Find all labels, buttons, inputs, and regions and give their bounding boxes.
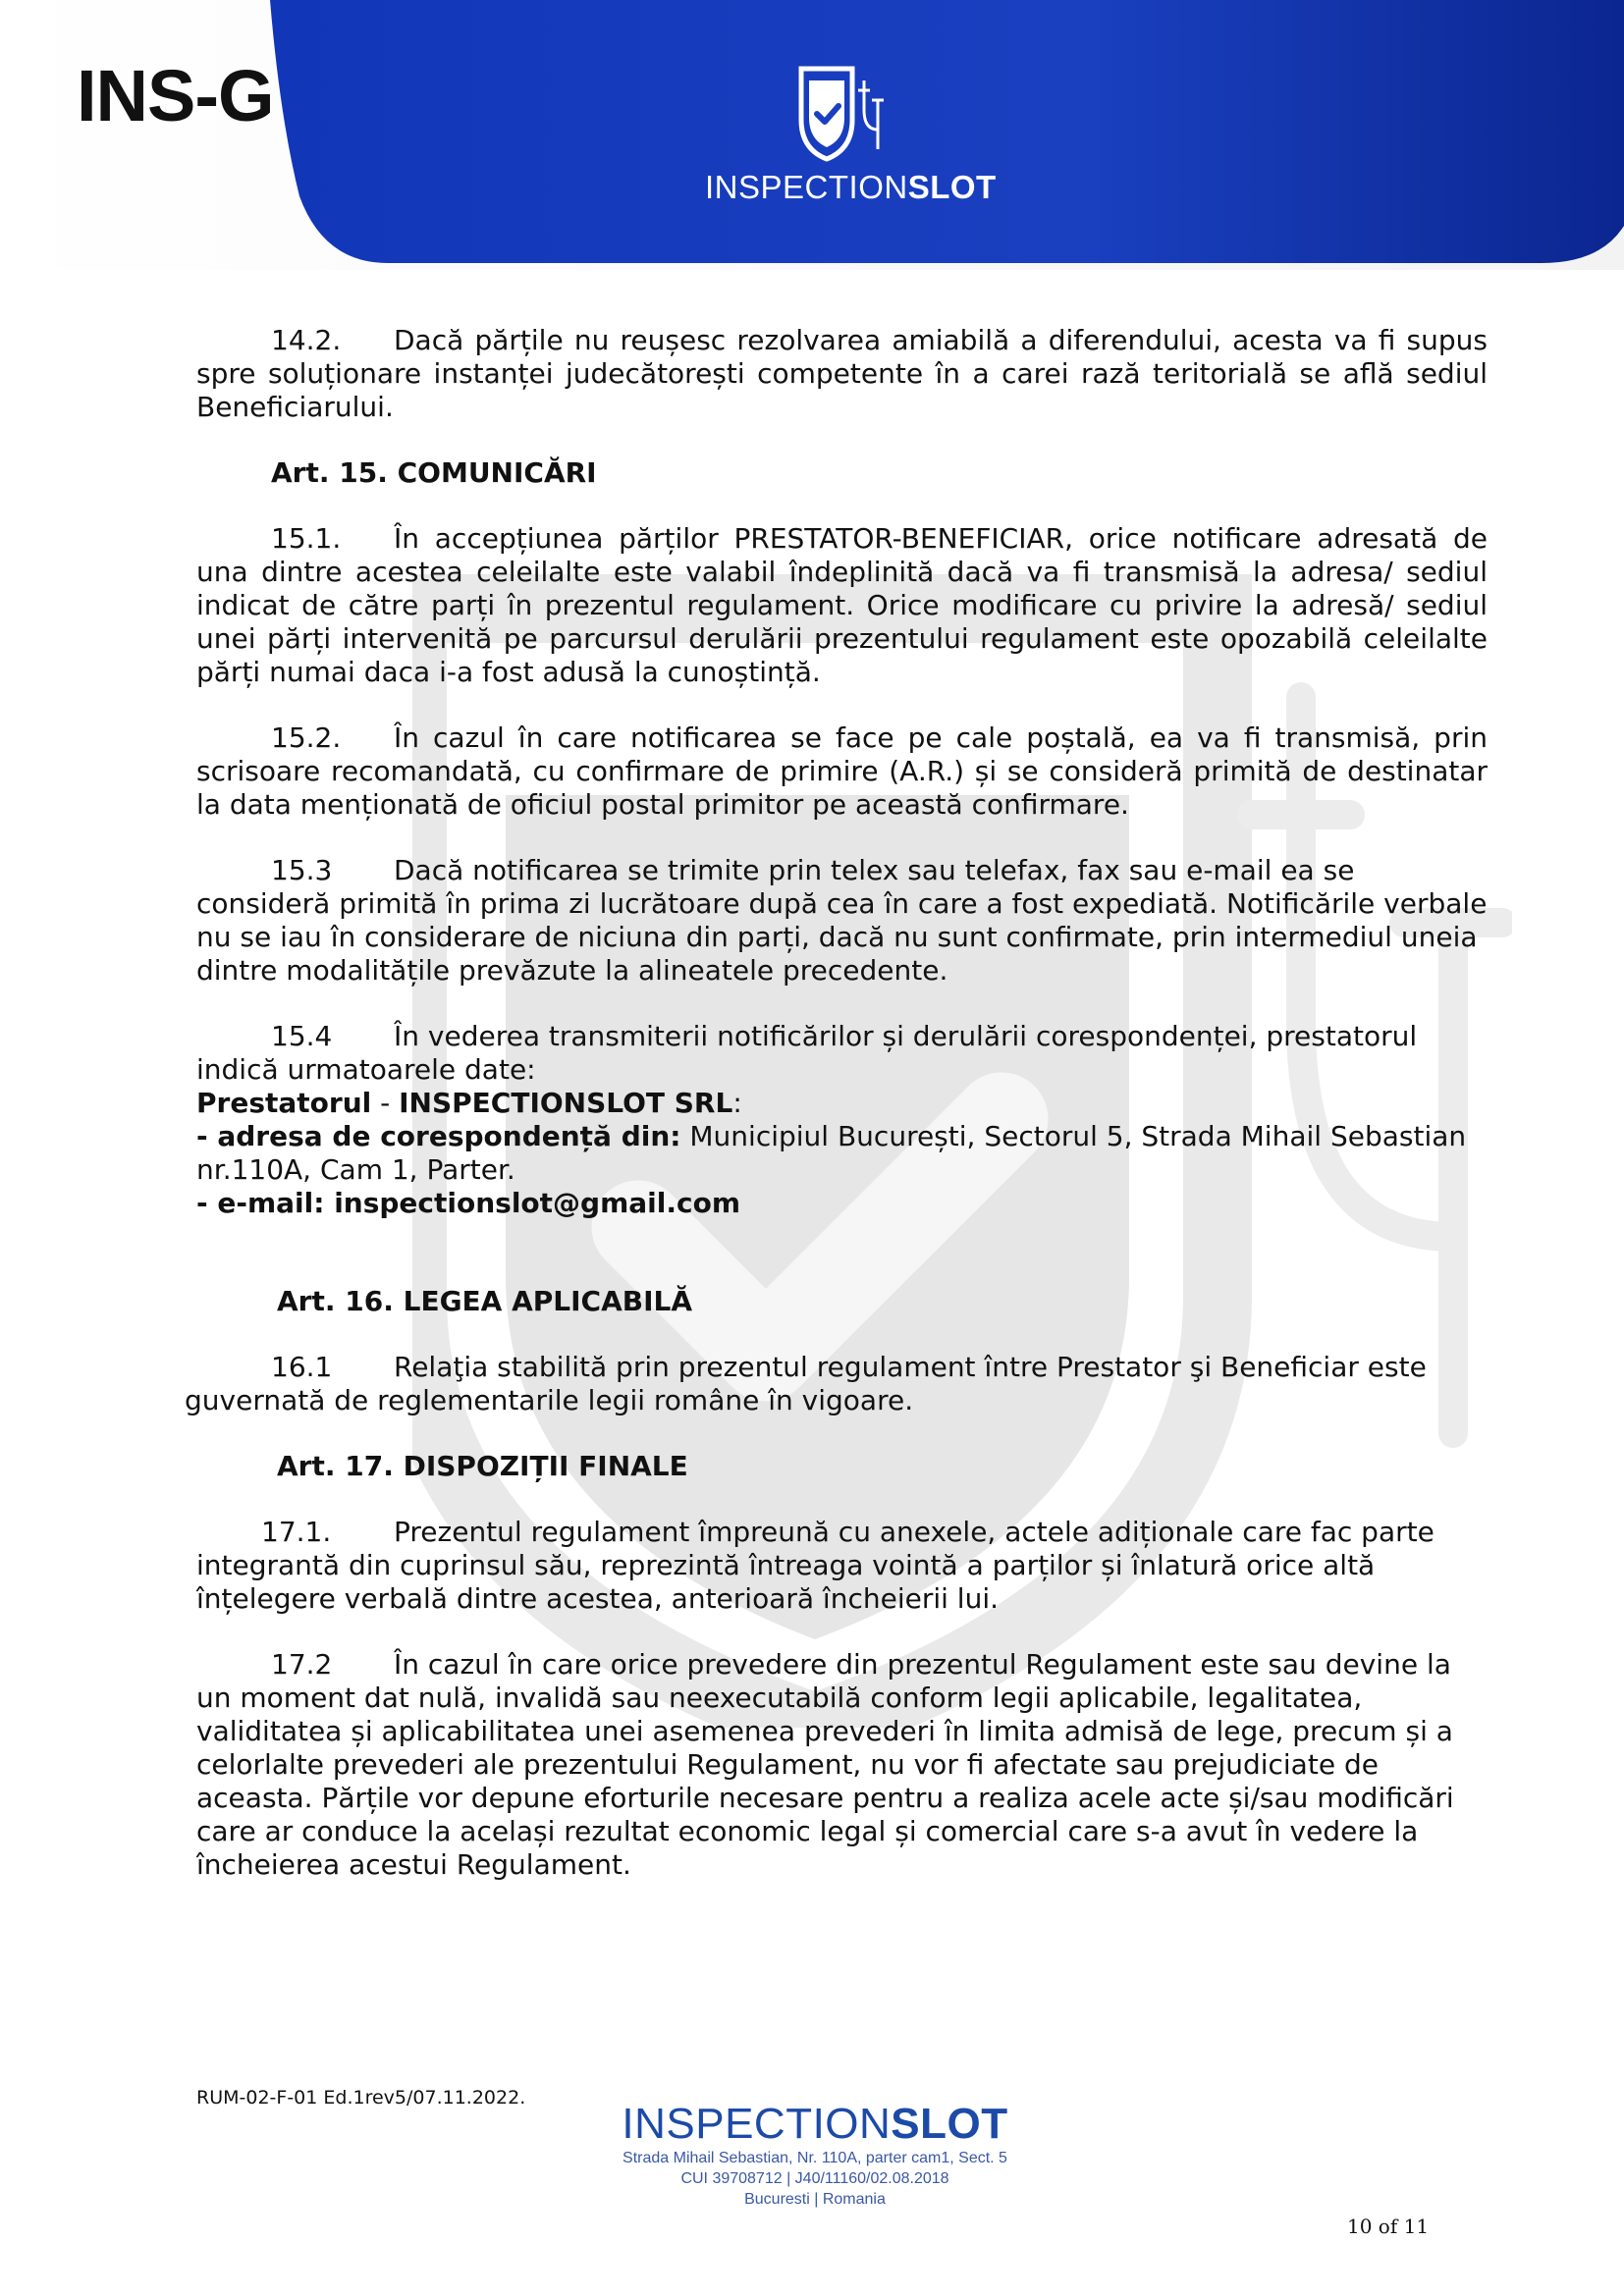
- clause-number: 15.3: [271, 854, 333, 886]
- footer-brand-block: [609, 2101, 1021, 2210]
- page-number: 10 of 11: [1347, 2215, 1430, 2238]
- clause-text: Dacă părțile nu reușesc rezolvarea amiabilă a diferendului, acesta va fi supus spre soluționare instanței judecătorești competente în a carei rază teritorială se află sediul Beneficiarului.: [196, 324, 1488, 423]
- provider-separator: -: [371, 1087, 400, 1119]
- shield-check-icon: [793, 61, 892, 164]
- provider-name: INSPECTIONSLOT SRL: [399, 1087, 733, 1119]
- clause-text: În cazul în care orice prevedere din prezentul Regulament este sau devine la un moment dat nulă, invalidă sau neexecutabilă conform legii aplicabile, legalitatea, validitatea și aplicabilitatea unei asemenea prevederi în limita admisă de lege, precum și a celorlalte prevederi ale prezentului Regulament, nu vor fi afectate sau prejudiciate de aceasta. Părțile vor depune eforturile necesare pentru a realiza acele acte și/sau modificări care ar conduce la același rezultat economic legal și comercial care s-a avut în vedere la încheierea acestui Regulament.: [196, 1648, 1454, 1881]
- clause-17-1: [196, 1516, 1488, 1616]
- email-line: - e-mail: inspectionslot@gmail.com: [196, 1187, 741, 1219]
- clause-number: 14.2.: [271, 324, 342, 356]
- clause-16-1: [185, 1351, 1488, 1417]
- clause-15-3: [196, 854, 1488, 988]
- clause-17-2: [196, 1648, 1488, 1882]
- clause-15-4: [196, 1020, 1488, 1087]
- clause-14-2: [196, 324, 1488, 424]
- address-line: [196, 1120, 1488, 1187]
- address-value: Municipiul București, Sectorul 5, Strada Mihail Sebastian nr.110A, Cam 1, Parter.: [196, 1120, 1467, 1186]
- article-16-heading: Art. 16. LEGEA APLICABILĂ: [277, 1285, 693, 1317]
- address-label: - adresa de corespondență din:: [196, 1120, 681, 1152]
- clause-15-1: [196, 522, 1488, 689]
- clause-number: 15.2.: [271, 721, 342, 754]
- clause-number: 17.2: [271, 1648, 333, 1681]
- provider-label: Prestatorul: [196, 1087, 372, 1119]
- article-17-heading: Art. 17. DISPOZIȚII FINALE: [277, 1450, 688, 1482]
- document-body: [185, 324, 1488, 1882]
- clause-text: Dacă notificarea se trimite prin telex sau telefax, fax sau e-mail ea se consideră primită în prima zi lucrătoare după cea în care a fost expediată. Notificările verbale nu se iau în considerare de niciuna din parți, dacă nu sunt confirmate, prin intermediul uneia dintre modalitățile prevăzute la alineatele precedente.: [196, 854, 1488, 987]
- clause-text: În accepțiunea părților PRESTATOR-BENEFICIAR, orice notificare adresată de una dintre acestea celeilalte este valabil îndeplinită dacă va fi transmisă la adresa/ sediul indicat de către parți în prezentul regulament. Orice modificare cu privire la adresă/ sediul unei părți intervenită pe parcursul derulării prezentului regulament este opozabilă celeilalte părți numai daca i-a fost adusă la cunoștință.: [196, 522, 1488, 688]
- clause-text: În cazul în care notificarea se face pe cale poștală, ea va fi transmisă, prin scrisoare recomandată, cu confirmare de primire (A.R.) și se consideră primită de destinatar la data menționată de oficiul postal primitor pe această confirmare.: [196, 721, 1488, 821]
- clause-number: 15.4: [271, 1020, 333, 1052]
- ins-g-logo: INS-G: [77, 55, 274, 136]
- footer-city: Bucuresti | Romania: [744, 2191, 886, 2208]
- document-code: RUM-02-F-01 Ed.1rev5/07.11.2022.: [196, 2087, 526, 2109]
- footer-address: Strada Mihail Sebastian, Nr. 110A, parter cam1, Sect. 5: [623, 2150, 1007, 2166]
- clause-15-2: [196, 721, 1488, 822]
- clause-number: 15.1.: [271, 522, 342, 555]
- header-brand-name: INSPECTIONSLOT: [705, 169, 997, 205]
- footer-brand-name: INSPECTIONSLOT: [622, 2100, 1008, 2148]
- clause-text: În vederea transmiterii notificărilor și derulării corespondenței, prestatorul indică urmatoarele date:: [196, 1020, 1418, 1086]
- footer-registry: CUI 39708712 | J40/11160/02.08.2018: [680, 2170, 949, 2187]
- provider-line: [196, 1087, 1488, 1120]
- clause-text: Relaţia stabilită prin prezentul regulament între Prestator şi Beneficiar este guvernată de reglementarile legii române în vigoare.: [185, 1351, 1427, 1416]
- clause-number: 16.1: [271, 1351, 333, 1383]
- clause-text: Prezentul regulament împreună cu anexele, actele adiționale care fac parte integrantă din cuprinsul său, reprezintă întreaga vointă a parților și înlatură orice altă înțelegere verbală dintre acestea, anterioară încheierii lui.: [196, 1516, 1435, 1615]
- article-15-heading: Art. 15. COMUNICĂRI: [271, 456, 597, 489]
- provider-colon: :: [732, 1087, 742, 1119]
- clause-number: 17.1.: [261, 1516, 332, 1548]
